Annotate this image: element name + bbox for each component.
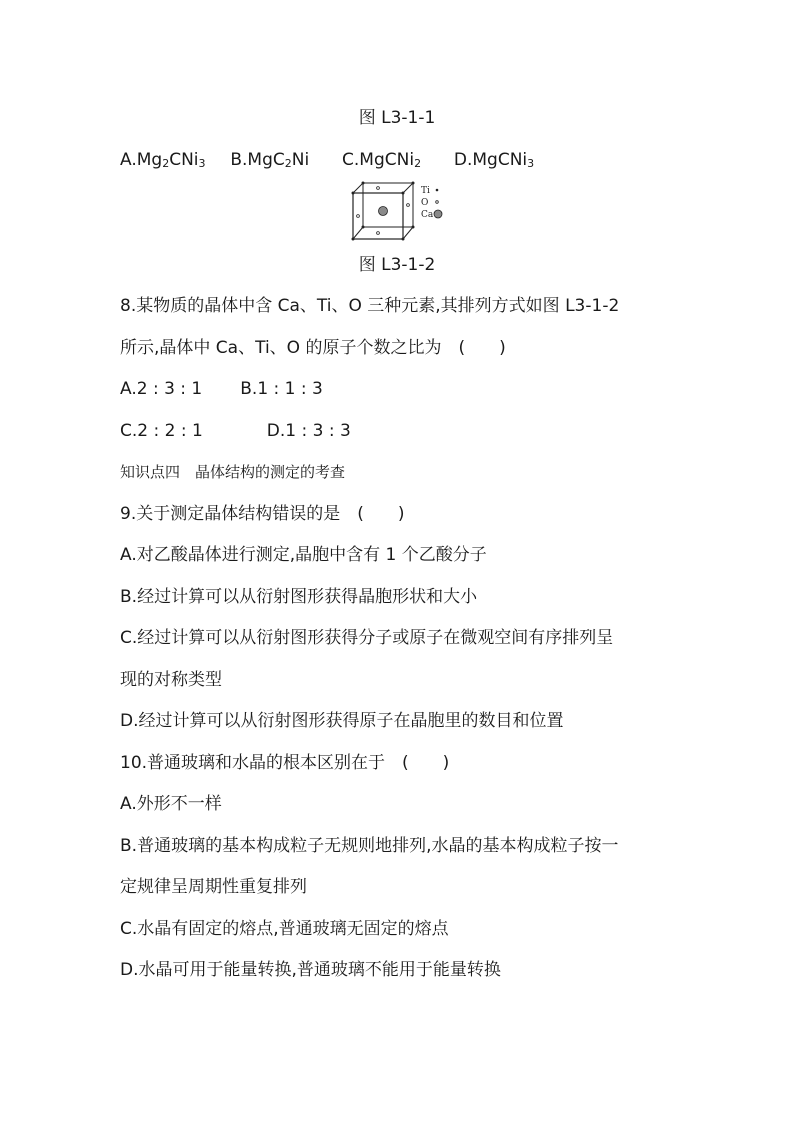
option-a: A.2 : 3 : 1 xyxy=(120,379,203,399)
question-10-option-b-line1: B.普通玻璃的基本构成粒子无规则地排列,水晶的基本构成粒子按一 xyxy=(120,836,619,856)
question-9-option-c-line2: 现的对称类型 xyxy=(120,670,222,690)
question-8-options-cd xyxy=(120,419,351,443)
question-10-stem: 10.普通玻璃和水晶的根本区别在于 ( ) xyxy=(120,753,450,773)
legend-ti: Ti xyxy=(421,186,430,196)
section-heading: 知识点四 晶体结构的测定的考查 xyxy=(120,463,346,481)
question-10-option-c: C.水晶有固定的熔点,普通玻璃无固定的熔点 xyxy=(120,919,449,939)
question-8-stem-line1: 8.某物质的晶体中含 Ca、Ti、O 三种元素,其排列方式如图 L3-1-2 xyxy=(120,296,620,316)
figure-caption-1: 图 L3-1-1 xyxy=(358,108,436,128)
perovskite-unit-cell-icon xyxy=(350,181,450,243)
option-a: $A.Mg_2CNi_3$ xyxy=(120,150,206,170)
question-9-option-b: B.经过计算可以从衍射图形获得晶胞形状和大小 xyxy=(120,587,478,607)
legend-o: O xyxy=(421,198,429,208)
question-9-option-a: A.对乙酸晶体进行测定,晶胞中含有 1 个乙酸分子 xyxy=(120,545,487,565)
question-10-option-b-line2: 定规律呈周期性重复排列 xyxy=(120,877,307,897)
option-c: C.MgCNi$_2$ xyxy=(342,150,422,170)
option-d: D.MgCNi$_3$ xyxy=(453,150,535,170)
question-7-options xyxy=(120,148,534,172)
question-9-option-c-line1: C.经过计算可以从衍射图形获得分子或原子在微观空间有序排列呈 xyxy=(120,628,614,648)
question-9-stem: 9.关于测定晶体结构错误的是 ( ) xyxy=(120,504,405,524)
figure-caption-2: 图 L3-1-2 xyxy=(358,255,436,275)
question-9-option-d: D.经过计算可以从衍射图形获得原子在晶胞里的数目和位置 xyxy=(120,711,564,731)
question-10-option-d: D.水晶可用于能量转换,普通玻璃不能用于能量转换 xyxy=(120,960,501,980)
option-b: B.1 : 1 : 3 xyxy=(240,379,323,399)
question-8-stem-line2: 所示,晶体中 Ca、Ti、O 的原子个数之比为 ( ) xyxy=(120,338,506,358)
option-d: D.1 : 3 : 3 xyxy=(266,421,351,441)
crystal-cell-figure xyxy=(350,181,450,247)
legend-ca: Ca xyxy=(421,210,434,220)
question-8-options-ab xyxy=(120,377,323,401)
option-b: B.MgC$_2$Ni xyxy=(230,150,310,170)
question-10-option-a: A.外形不一样 xyxy=(120,794,222,814)
option-c: C.2 : 2 : 1 xyxy=(120,421,203,441)
